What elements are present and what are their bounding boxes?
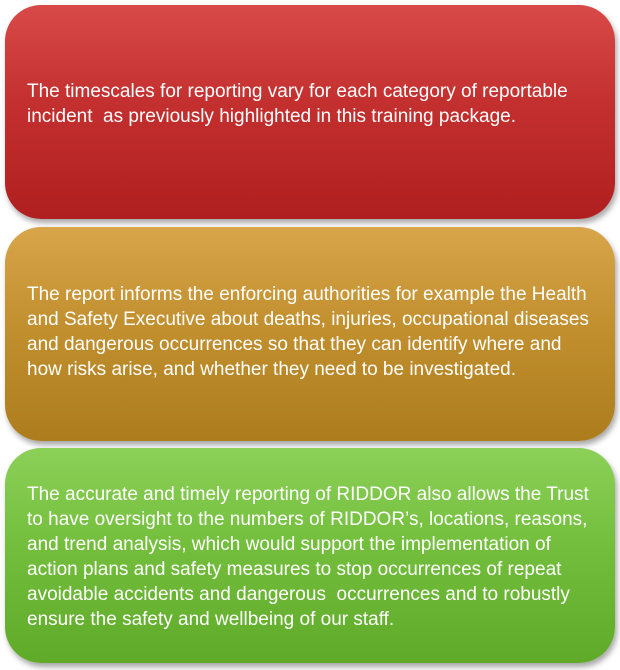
riddor-oversight-box [5,448,615,663]
enforcing-authorities-box [5,227,615,441]
timescales-box [5,5,615,219]
timescales-text: The timescales for reporting vary for each category of reportable incident as previously highlighted in this training package. [27,81,573,127]
riddor-oversight-text: The accurate and timely reporting of RIDDOR also allows the Trust to have oversight to the numbers of RIDDOR’s, locations, reasons, and trend analysis, which would support the implementation of action plans and safety measures to stop occurrences of repeat avoidable accidents and dangerous occurrences and to robustly ensure the safety and wellbeing of our staff. [27,483,595,630]
enforcing-authorities-text: The report informs the enforcing authorities for example the Health and Safety Executive about deaths, injuries, occupational diseases and dangerous occurrences so that they can identify where and how risks arise, and whether they need to be investigated. [27,284,595,380]
